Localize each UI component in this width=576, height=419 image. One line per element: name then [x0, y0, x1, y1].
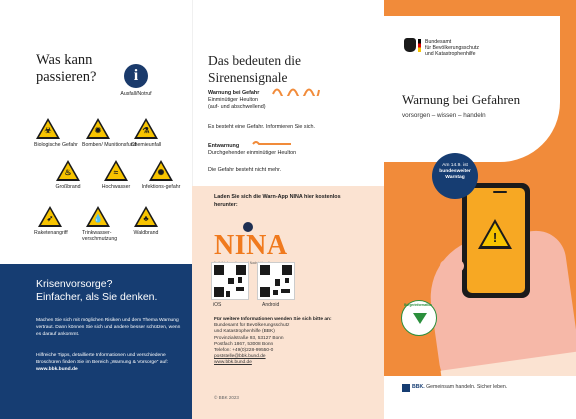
fire-icon: ♨ — [56, 160, 80, 181]
cover-subtitle: vorsorgen – wissen – handeln — [402, 112, 486, 119]
phone-illustration — [462, 183, 530, 298]
preparedness-tips: Hilfreiche Tipps, detaillierte Informationen und verschiedene Broschüren finden Sie im Bereich „Warnung & Vorsorge“ auf: www.bbk.bund.de — [36, 353, 168, 372]
signal-warning: Warnung bei Gefahr Einminütiger Heulton (auf- und abschwellend) — [208, 90, 266, 110]
warntag-badge: Am 14.9. ist bundesweiter Warntag — [432, 153, 478, 199]
biohazard-icon: ☣ — [36, 118, 60, 139]
signal-allclear: Entwarnung Durchgehender einminütiger Heulton — [208, 143, 297, 156]
missile-icon: ➶ — [38, 206, 62, 227]
explosion-icon: ✹ — [86, 118, 110, 139]
risk-item-bio: ☣ Biologische Gefahr — [34, 118, 90, 148]
forest-fire-icon: ♣ — [134, 206, 158, 227]
virus-icon: ✺ — [149, 160, 173, 181]
risk-item-forest: ♣ Waldbrand — [118, 206, 174, 236]
citizen-info-seal: Bürgerinformation — [401, 300, 437, 336]
risk-item-bomb: ✹ Bomben/ Munitionsfund — [82, 118, 138, 148]
flood-icon: ≈ — [104, 160, 128, 181]
panel-cover — [384, 0, 576, 419]
preparedness-text: Machen Sie sich mit möglichen Risiken und dem Thema Warnung vertraut. Dann können Sie sich und andere besser schützen, wenn es darauf ankommt. — [36, 318, 181, 337]
phone-screen — [467, 188, 525, 293]
nina-logo: NINA — [214, 222, 289, 266]
qr-label-ios: iOS — [213, 302, 222, 308]
german-flag-icon — [418, 39, 421, 52]
sirens-title: Das bedeuten die Sirenensignale — [208, 53, 301, 85]
risk-item-fire: ♨ Großbrand — [40, 160, 96, 190]
qr-code-ios[interactable] — [211, 262, 249, 300]
risk-item-water: 💧 Trinkwasser-verschmutzung — [82, 206, 138, 242]
bbk-logo-icon — [402, 384, 410, 392]
federal-eagle-icon — [404, 38, 416, 52]
preparedness-heading: Krisenvorsorge? Einfacher, als Sie denken. — [36, 278, 158, 303]
risk-item-infection: ✺ Infektions-gefahr — [133, 160, 189, 190]
water-tap-icon: 💧 — [86, 206, 110, 227]
risk-item-missile: ➶ Raketenangriff — [34, 206, 90, 236]
email-link[interactable]: poststelle@bbk.bund.de — [214, 354, 266, 360]
down-arrow-icon — [413, 313, 427, 324]
cover-title: Warnung bei Gefahren — [402, 92, 521, 107]
signal-allclear-note: Die Gefahr besteht nicht mehr. — [208, 167, 282, 173]
bbk-logo-text: Bundesamt für Bevölkerungsschutz und Katastrophenhilfe — [425, 39, 479, 57]
risks-title-line2: passieren? — [36, 69, 97, 85]
warning-icon: ! — [478, 219, 512, 249]
bbk-website-link[interactable]: www.bbk.bund.de — [36, 367, 78, 372]
website-link[interactable]: www.bbk.bund.de — [214, 360, 252, 366]
preparedness-box — [0, 264, 192, 419]
qr-code-android[interactable] — [257, 262, 295, 300]
cover-footer: BBK. Gemeinsam handeln. Sicher leben. — [384, 376, 576, 419]
contact-address: Für weitere Informationen wenden Sie sich bitte an: Bundesamt für Bevölkerungsschutz und Katastrophenhilfe (BBK) Provinzialstraße 93, 53127 Bonn Postfach 1867, 53008 Bonn Telefon: +49(0)228-99550-0 poststelle@bbk.bund.de www.bbk.bund.de — [214, 317, 332, 366]
signal-warning-note: Es besteht eine Gefahr. Informieren Sie sich. — [208, 124, 315, 130]
download-text: Laden Sie sich die Warn-App NINA hier kostenlos herunter: — [214, 194, 341, 208]
risk-item-ausfall: i Ausfall/Notruf — [108, 64, 164, 97]
info-icon: i — [124, 64, 148, 88]
copyright: © BBK 2023 — [214, 395, 239, 400]
thumb-illustration — [440, 260, 464, 272]
panel-risks — [0, 0, 192, 419]
risk-item-flood: ≈ Hochwasser — [88, 160, 144, 190]
qr-label-android: Android — [262, 302, 280, 308]
chemical-flask-icon: ⚗ — [134, 118, 158, 139]
risks-title-line1: Was kann — [36, 52, 93, 68]
risk-item-chem: ⚗ Chemieunfall — [118, 118, 174, 148]
